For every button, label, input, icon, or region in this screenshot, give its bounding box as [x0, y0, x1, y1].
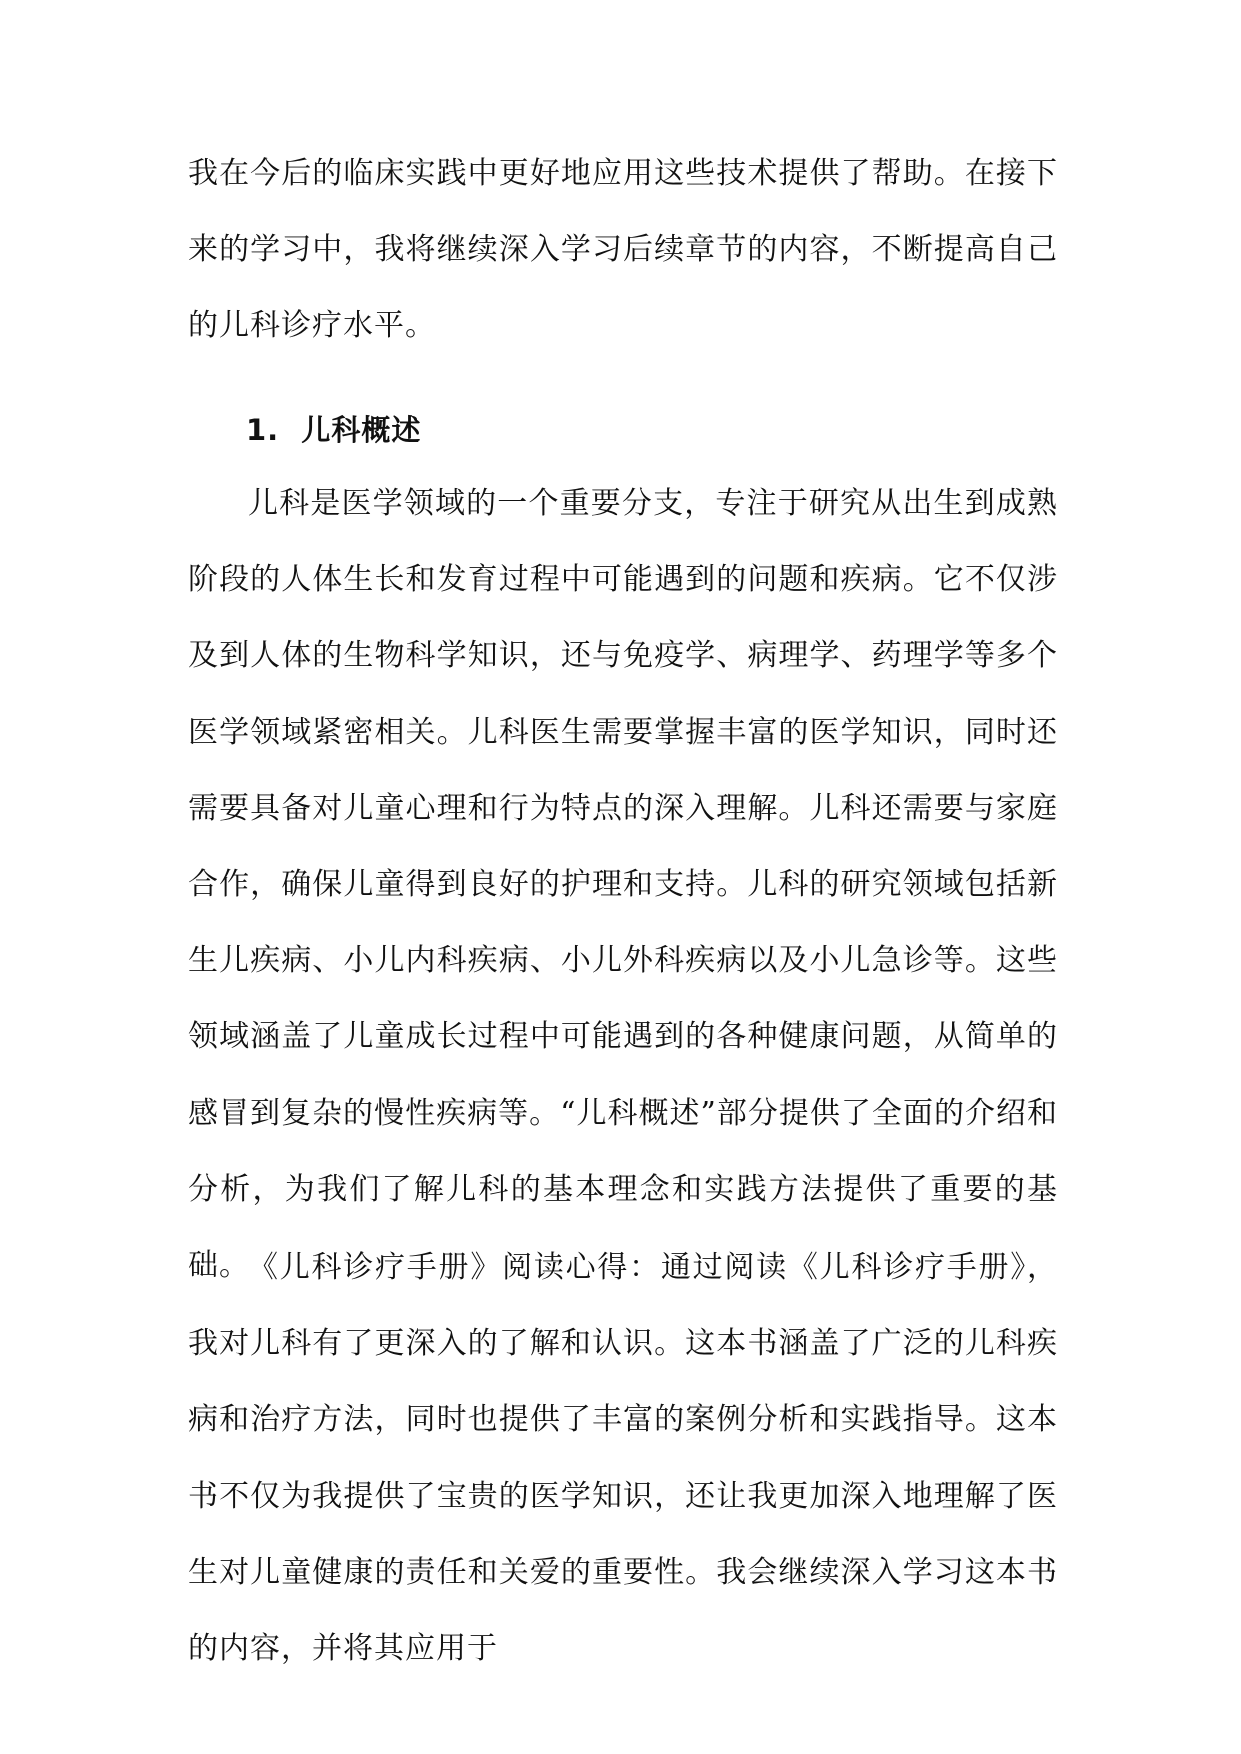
section-heading — [246, 410, 421, 450]
body-paragraph-pediatrics-overview: 儿科是医学领域的一个重要分支，专注于研究从出生到成熟阶段的人体生长和发育过程中可能遇到的问题和疾病。它不仅涉及到人体的生物科学知识，还与免疫学、病理学、药理学等多个医学领域紧密相关。儿科医生需要掌握丰富的医学知识，同时还需要具备对儿童心理和行为特点的深入理解。儿科还需要与家庭合作，确保儿童得到良好的护理和支持。儿科的研究领域包括新生儿疾病、小儿内科疾病、小儿外科疾病以及小儿急诊等。这些领域涵盖了儿童成长过程中可能遇到的各种健康问题，从简单的感冒到复杂的慢性疾病等。“儿科概述”部分提供了全面的介绍和分析，为我们了解儿科的基本理念和实践方法提供了重要的基础。 — [188, 486, 1058, 1284]
section-number: 1. — [246, 413, 280, 447]
body-paragraph-reading-notes: 《儿科诊疗手册》阅读心得：通过阅读《儿科诊疗手册》，我对儿科有了更深入的了解和认识。这本书涵盖了广泛的儿科疾病和治疗方法，同时也提供了丰富的案例分析和实践指导。这本书不仅为我提供了宝贵的医学知识，还让我更加深入地理解了医生对儿童健康的责任和关爱的重要性。我会继续深入学习这本书的内容，并将其应用于 — [188, 1250, 1058, 1667]
section-title: 儿科概述 — [301, 413, 422, 447]
intro-paragraph: 我在今后的临床实践中更好地应用这些技术提供了帮助。在接下来的学习中，我将继续深入学习后续章节的内容，不断提高自己的儿科诊疗水平。 — [188, 156, 1058, 344]
